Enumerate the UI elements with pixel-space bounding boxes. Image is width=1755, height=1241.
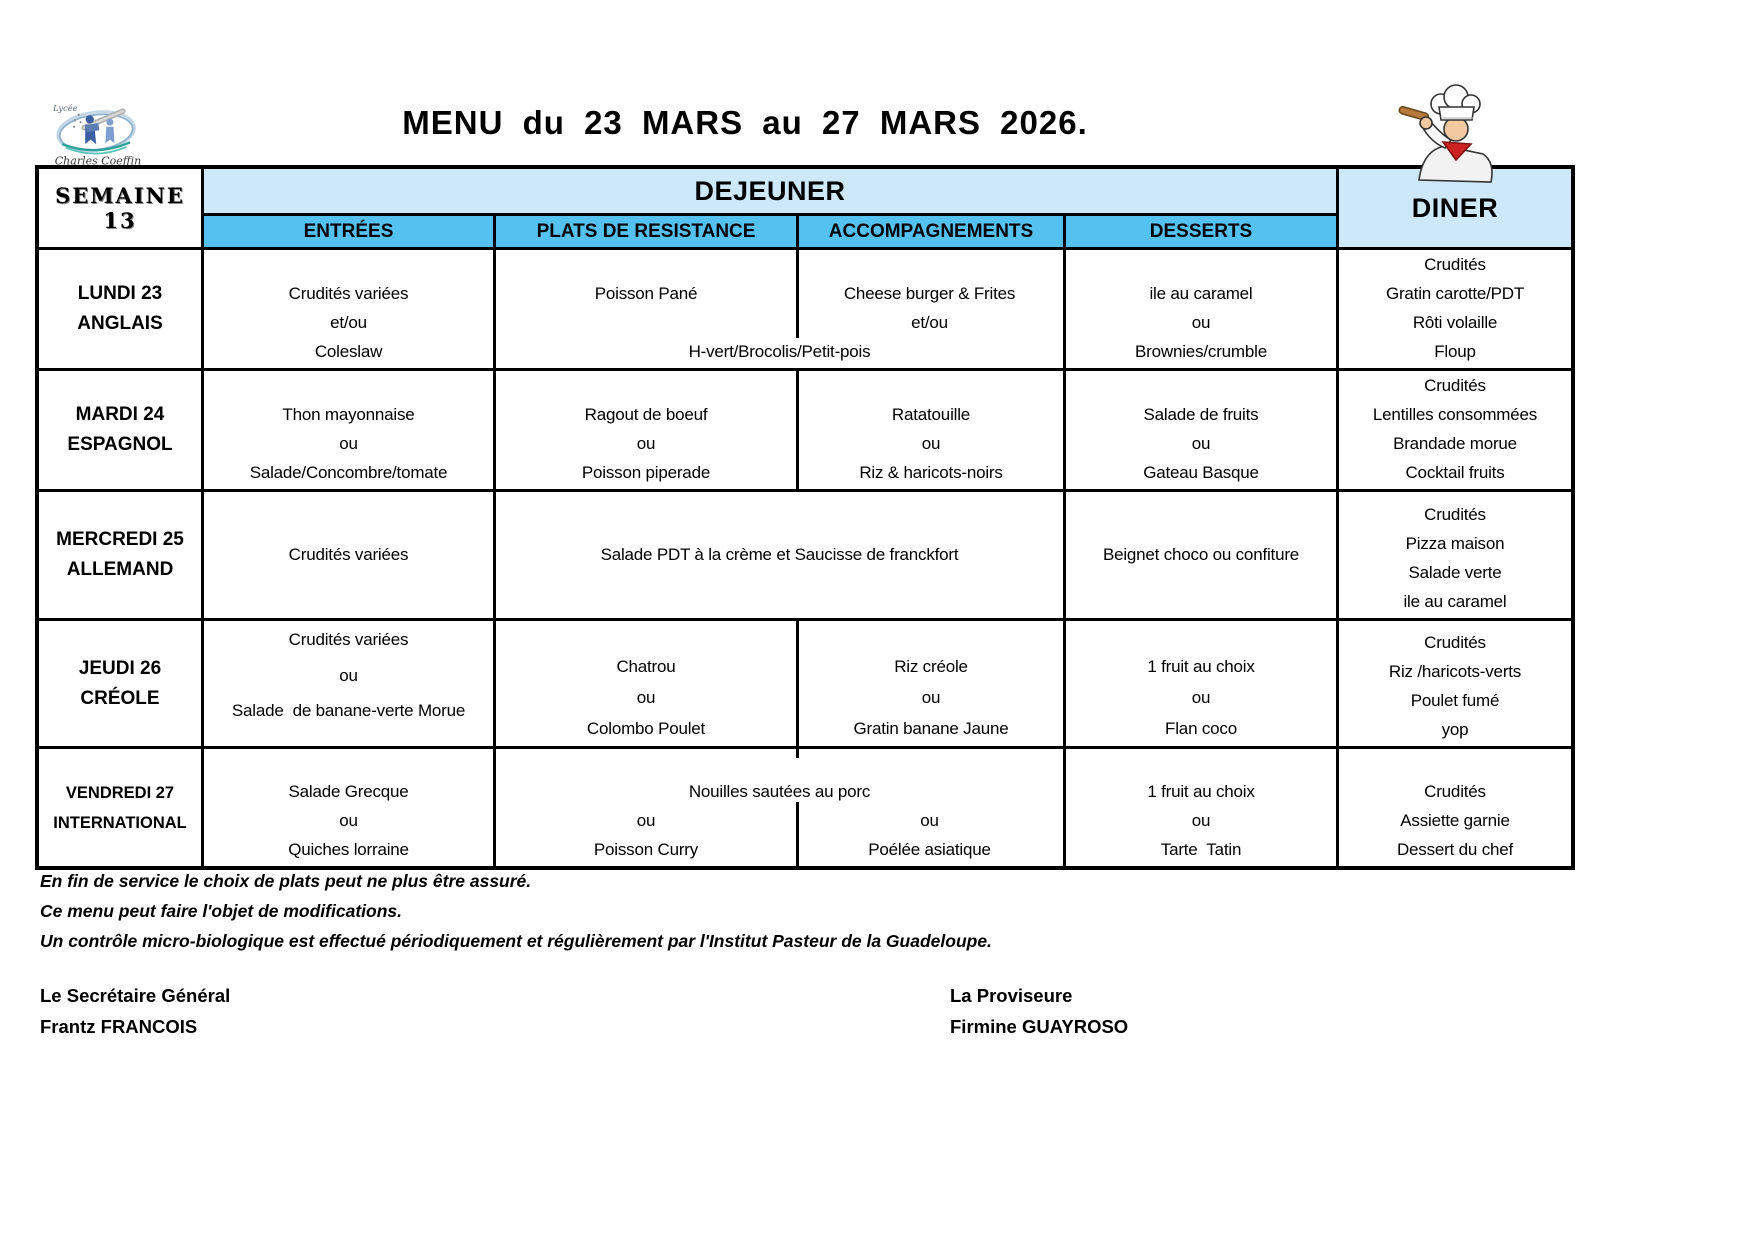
menu-line: ile au caramel bbox=[1149, 284, 1253, 303]
menu-line: ou bbox=[636, 434, 656, 453]
menu-line: Chatrou bbox=[616, 657, 676, 676]
menu-line: Rôti volaille bbox=[1412, 313, 1498, 332]
menu-line: Salade Grecque bbox=[288, 782, 409, 801]
menu-line: Crudités bbox=[1424, 376, 1486, 395]
desserts-cell-vendredi bbox=[1063, 746, 1336, 866]
entrees-cell-mercredi bbox=[201, 489, 493, 618]
menu-line: ou bbox=[1191, 688, 1211, 707]
menu-line: Salade de fruits bbox=[1143, 405, 1259, 424]
menu-line: Poisson Pané bbox=[594, 284, 698, 303]
menu-line: Poulet fumé bbox=[1410, 691, 1500, 710]
menu-line: Crudités variées bbox=[288, 284, 409, 303]
day-name: MARDI 24 bbox=[75, 404, 165, 425]
note-modifications: Ce menu peut faire l'objet de modifications. bbox=[40, 901, 402, 921]
accomp-cell-mardi bbox=[796, 368, 1063, 489]
menu-line: Riz & haricots-noirs bbox=[859, 463, 1003, 482]
menu-line: Quiches lorraine bbox=[288, 840, 409, 859]
column-divider bbox=[796, 250, 799, 338]
desserts-cell-mardi bbox=[1063, 368, 1336, 489]
menu-line: Ratatouille bbox=[891, 405, 971, 424]
day-theme: ANGLAIS bbox=[77, 313, 163, 334]
column-header-accompagnements: ACCOMPAGNEMENTS bbox=[796, 213, 1063, 247]
menu-line: Poélée asiatique bbox=[868, 840, 991, 859]
day-cell-mardi bbox=[39, 368, 201, 489]
menu-line: Riz /haricots-verts bbox=[1388, 662, 1522, 681]
column-header-entrees: ENTRÉES bbox=[201, 213, 493, 247]
menu-line: Brandade morue bbox=[1393, 434, 1517, 453]
desserts-cell-jeudi bbox=[1063, 618, 1336, 746]
entrees-cell-vendredi bbox=[201, 746, 493, 866]
signature-right-title: La Proviseure bbox=[950, 985, 1073, 1006]
week-label: SEMAINE 13 bbox=[55, 183, 185, 233]
menu-line-shared: Nouilles sautées au porc bbox=[688, 782, 871, 801]
menu-line: ile au caramel bbox=[1403, 592, 1507, 611]
day-cell-lundi bbox=[39, 247, 201, 368]
signature-left-title: Le Secrétaire Général bbox=[40, 985, 231, 1006]
menu-line: Floup bbox=[1434, 342, 1476, 361]
menu-table bbox=[35, 165, 1575, 870]
menu-line: ou bbox=[1191, 811, 1211, 830]
menu-line: Salade/Concombre/tomate bbox=[249, 463, 448, 482]
note-controle: Un contrôle micro-biologique est effectué périodiquement et régulièrement par l'Institut Pasteur de la Guadeloupe. bbox=[40, 931, 992, 951]
menu-line: Crudités bbox=[1424, 505, 1486, 524]
day-name: JEUDI 26 bbox=[78, 657, 162, 679]
menu-line: Pizza maison bbox=[1405, 534, 1505, 553]
menu-line: Assiette garnie bbox=[1400, 811, 1510, 830]
day-cell-vendredi bbox=[39, 746, 201, 866]
menu-line: Crudités bbox=[1424, 633, 1486, 652]
menu-line: Crudités bbox=[1424, 782, 1486, 801]
menu-line: Crudités variées bbox=[288, 630, 409, 649]
plats-accomp-cell-vendredi bbox=[493, 746, 1063, 866]
menu-line-shared: H-vert/Brocolis/Petit-pois bbox=[688, 342, 871, 361]
menu-line: ou bbox=[339, 811, 358, 830]
menu-line: Gateau Basque bbox=[1143, 463, 1259, 482]
menu-line: Riz créole bbox=[894, 657, 968, 676]
menu-line: et/ou bbox=[911, 313, 948, 332]
menu-line: Cocktail fruits bbox=[1405, 463, 1505, 482]
menu-line: Flan coco bbox=[1165, 719, 1237, 738]
menu-line bbox=[496, 308, 796, 337]
menu-line: yop bbox=[1441, 720, 1469, 739]
entrees-cell-lundi bbox=[201, 247, 493, 368]
column-header-desserts: DESSERTS bbox=[1063, 213, 1336, 247]
menu-line: Crudités bbox=[1424, 255, 1486, 274]
plats-accomp-cell-mercredi bbox=[493, 489, 1063, 618]
diner-cell-mardi bbox=[1336, 368, 1571, 489]
day-cell-mercredi bbox=[39, 489, 201, 618]
menu-line: ou bbox=[1191, 313, 1211, 332]
column-divider bbox=[796, 802, 799, 866]
menu-line: Poisson Curry bbox=[593, 840, 699, 859]
footer-notes bbox=[40, 866, 992, 956]
day-theme: ESPAGNOL bbox=[67, 434, 173, 455]
column-divider-tick bbox=[796, 749, 799, 758]
diner-cell-vendredi bbox=[1336, 746, 1571, 866]
menu-line: 1 fruit au choix bbox=[1147, 657, 1255, 676]
lunch-header: DEJEUNER bbox=[201, 169, 1336, 213]
plats-cell-mardi bbox=[493, 368, 796, 489]
day-name: LUNDI 23 bbox=[77, 283, 163, 304]
page-title: MENU du 23 MARS au 27 MARS 2026. bbox=[402, 104, 1088, 141]
menu-line: Thon mayonnaise bbox=[282, 405, 415, 424]
menu-line: ou bbox=[1191, 434, 1211, 453]
menu-line: 1 fruit au choix bbox=[1147, 782, 1255, 801]
day-theme: INTERNATIONAL bbox=[53, 813, 187, 832]
day-name: MERCREDI 25 bbox=[56, 529, 184, 550]
week-label-cell bbox=[39, 169, 201, 247]
menu-line: Gratin carotte/PDT bbox=[1385, 284, 1525, 303]
diner-cell-mercredi bbox=[1336, 489, 1571, 618]
menu-line: et/ou bbox=[330, 313, 367, 332]
menu-line: ou bbox=[339, 434, 358, 453]
menu-line-shared: Salade PDT à la crème et Saucisse de franckfort bbox=[600, 544, 959, 564]
menu-line: Poisson piperade bbox=[581, 463, 711, 482]
menu-line: ou bbox=[921, 688, 941, 707]
note-service: En fin de service le choix de plats peut ne plus être assuré. bbox=[40, 871, 532, 891]
menu-line: ou bbox=[920, 811, 939, 830]
day-theme: ALLEMAND bbox=[66, 559, 174, 580]
accomp-cell-jeudi bbox=[796, 618, 1063, 746]
menu-line: Crudités variées bbox=[288, 544, 409, 564]
menu-line: Colombo Poulet bbox=[586, 719, 706, 738]
signature-left bbox=[40, 980, 230, 1042]
menu-line: Salade verte bbox=[1408, 563, 1502, 582]
diner-cell-lundi bbox=[1336, 247, 1571, 368]
menu-line: Coleslaw bbox=[314, 342, 383, 361]
day-theme: CRÉOLE bbox=[80, 687, 160, 709]
desserts-cell-lundi bbox=[1063, 247, 1336, 368]
logo-prefix-text: Lycée bbox=[53, 103, 78, 114]
menu-line: ou bbox=[921, 434, 941, 453]
day-cell-jeudi bbox=[39, 618, 201, 746]
entrees-cell-mardi bbox=[201, 368, 493, 489]
logo-school-name: Charles Coeffin bbox=[54, 154, 142, 168]
menu-line: Brownies/crumble bbox=[1135, 342, 1267, 361]
school-logo bbox=[46, 102, 150, 168]
entrees-cell-jeudi bbox=[201, 618, 493, 746]
logo-figure-secondary bbox=[105, 119, 114, 144]
menu-line: Lentilles consommées bbox=[1372, 405, 1538, 424]
signature-right bbox=[950, 980, 1128, 1042]
menu-line: Salade de banane-verte Morue bbox=[231, 701, 466, 720]
menu-line: ou bbox=[636, 811, 656, 830]
menu-line: Cheese burger & Frites bbox=[843, 284, 1016, 303]
signature-right-name: Firmine GUAYROSO bbox=[950, 1016, 1129, 1037]
menu-line: ou bbox=[636, 688, 656, 707]
dinner-header: DINER bbox=[1336, 169, 1571, 247]
menu-line: Dessert du chef bbox=[1396, 840, 1514, 859]
signature-left-name: Frantz FRANCOIS bbox=[40, 1016, 198, 1037]
menu-line: Gratin banane Jaune bbox=[853, 719, 1009, 738]
menu-line: Beignet choco ou confiture bbox=[1102, 544, 1300, 564]
day-name: VENDREDI 27 bbox=[65, 783, 175, 802]
plats-accomp-cell-lundi bbox=[493, 247, 1063, 368]
desserts-cell-mercredi bbox=[1063, 489, 1336, 618]
diner-cell-jeudi bbox=[1336, 618, 1571, 746]
menu-line: Tarte Tatin bbox=[1160, 840, 1242, 859]
menu-line: Ragout de boeuf bbox=[584, 405, 708, 424]
plats-cell-jeudi bbox=[493, 618, 796, 746]
column-header-plats: PLATS DE RESISTANCE bbox=[493, 213, 796, 247]
chef-icon bbox=[1393, 82, 1513, 184]
menu-line: ou bbox=[339, 665, 358, 685]
